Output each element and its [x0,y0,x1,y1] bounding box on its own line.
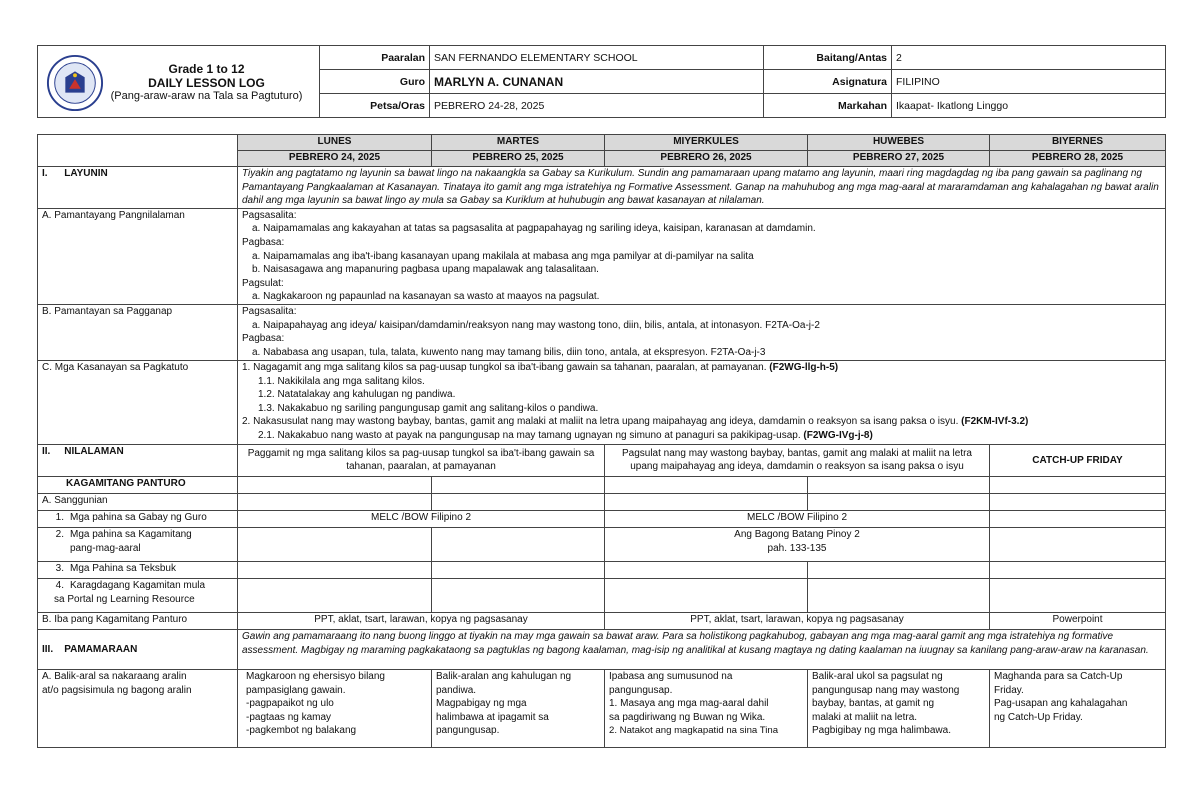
value-asignatura: FILIPINO [892,70,1166,94]
label-karagdagang-kagamitan: 4. Karagdagang Kagamitan mula sa Portal ng Learning Resource [38,578,238,612]
nilalaman-wed-thu: Pagsulat nang may wastong baybay, bantas, gamit ang malaki at maliit na letra upang maipahayag ang ideya, damdamin o reaksyon sa isang paksa o isyu [605,444,990,476]
kasanayan-content: 1. Nagagamit ang mga salitang kilos sa pag-uusap tungkol sa iba't-ibang gawain sa tahanan, paaralan, at pamayanan. (F2WG-llg-h-5) 1.1. Nakikilala ang mga salitang kilos. 1.2. Natatalakay ang kahulugan ng pandiwa. 1.3. Nakakabuo ng sariling pangungusap gamit ang salitang-kilos o pandiwa. 2. Nakasusulat nang may wastong baybay, bantas, gamit ang malaki at maliit na letra upang maipahayag ang ideya, damdamin o reaksyon sa isang paksa o isyu. (F2KM-IVf-3.2) 2.1. Nakakabuo nang wasto at payak na pangungusap na may tamang ugnayan ng simuno at panaguri sa pakikipag-usap. (F2WG-IVg-j-8) [238,360,1166,444]
balik-aral-fri: Maghanda para sa Catch-Up Friday. Pag-usapan ang kahalagahan ng Catch-Up Friday. [990,669,1166,747]
section-pamamaraan: III. PAMAMARAAN [38,629,238,669]
value-guro: MARLYN A. CUNANAN [430,70,764,94]
section-nilalaman: II. NILALAMAN [38,444,238,476]
value-baitang: 2 [892,46,1166,70]
iba-kagamitan-wed-thu: PPT, aklat, tsart, larawan, kopya ng pagsasanay [605,612,990,629]
day-header: LUNES [238,135,432,151]
pagganap-content: Pagsasalita: a. Naipapahayag ang ideya/ kaisipan/damdamin/reaksyon nang may wastong tono, diin, bilis, antala, at intonasyon. F2TA-Oa-j-2 Pagbasa: a. Nababasa ang usapan, tula, talata, kuwento nang may tamang bilis, diin tono, antala, at ekspresyon. F2TA-Oa-j-3 [238,304,1166,360]
iba-kagamitan-fri: Powerpoint [990,612,1166,629]
gabay-guro-mon-tue: MELC /BOW Filipino 2 [238,510,605,527]
day-header: HUWEBES [808,135,990,151]
title-grade: Grade 1 to 12 [168,61,245,76]
pamamaraan-text: Gawin ang pamamaraang ito nang buong linggo at tiyakin na may mga gawain sa bawat araw. Para sa holistikong pagkahubog, gabayan ang mga mag-aaral gamit ang mga istratehiya ng formative assessment. Magbigay ng maraming pagkakataong sa pagtuklas ng bagong kaalaman, mag-isip ng analitikal at kusang magtaya ng dating kaalaman na iuugnay sa kanilang pang-araw-araw na karanasan. [238,629,1166,669]
day-header: BIYERNES [990,135,1166,151]
kagamitang-mag-aaral-wed-thu: Ang Bagong Batang Pinoy 2 pah. 133-135 [605,527,990,561]
title-dll: DAILY LESSON LOG [148,75,265,90]
label-pangnilalaman: A. Pamantayang Pangnilalaman [38,208,238,304]
gabay-guro-wed-thu: MELC /BOW Filipino 2 [605,510,990,527]
label-balik-aral: A. Balik-aral sa nakaraang aralin at/o pagsisimula ng bagong aralin [38,669,238,747]
iba-kagamitan-mon-tue: PPT, aklat, tsart, larawan, kopya ng pagsasanay [238,612,605,629]
nilalaman-mon-tue: Paggamit ng mga salitang kilos sa pag-uusap tungkol sa iba't-ibang gawain sa tahanan, paaralan, at pamayanan [238,444,605,476]
layunin-text: Tiyakin ang pagtatamo ng layunin sa bawat lingo na nakaangkla sa Gabay sa Kurikulum. Sundin ang pamamaraan upang matamo ang layunin, maari ring magdagdag ng iba pang gawain sa paglinang ng Pamantayang Pangkaalaman at Kasanayan. Tinataya ito gamit ang mga istratehiya ng Formative Assessment. Ganap na mahuhubog ang mga mag-aaral at mararamdaman ang kahalagahan ng bawat aralin dahil ang mga layunin sa bawat lingo ay mula sa Gabay sa Kuriklum at huhubugin ang bawat kasanayan at nilalaman. [238,167,1166,209]
section-layunin: I. LAYUNIN [38,167,238,209]
label-gabay-guro: 1. Mga pahina sa Gabay ng Guro [38,510,238,527]
header-table [37,45,1166,118]
title-subtitle: (Pang-araw-araw na Tala sa Pagtuturo) [110,89,303,102]
value-paaralan: SAN FERNANDO ELEMENTARY SCHOOL [430,46,764,70]
section-kagamitan: KAGAMITANG PANTURO [38,476,238,493]
label-iba-pang-kagamitan: B. Iba pang Kagamitang Panturo [38,612,238,629]
pangnilalaman-content: Pagsasalita: a. Naipamamalas ang kakayahan at tatas sa pagsasalita at pagpapahayag ng sariling ideya, kaisipan, karanasan at damdamin. Pagbasa: a. Naipamamalas ang iba't-ibang kasanayan upang makilala at mabasa ang mga pamilyar at di-pamilyar na salita b. Naisasagawa ang mapanuring pagbasa upang mapalawak ang talasalitaan. Pagsulat: a. Nagkakaroon ng papaunlad na kasanayan sa wasto at maayos na pagsulat. [238,208,1166,304]
label-teksbuk: 3. Mga Pahina sa Teksbuk [38,561,238,578]
label-guro: Guro [320,70,430,94]
label-paaralan: Paaralan [320,46,430,70]
nilalaman-fri: CATCH-UP FRIDAY [990,444,1166,476]
date-header: PEBRERO 28, 2025 [990,151,1166,167]
label-kasanayan: C. Mga Kasanayan sa Pagkatuto [38,360,238,444]
balik-aral-tue: Balik-aralan ang kahulugan ng pandiwa. Magpabigay ng mga halimbawa at ipagamit sa pangungusap. [432,669,605,747]
label-sanggunian: A. Sanggunian [38,493,238,510]
deped-seal-icon [46,54,104,112]
balik-aral-wed: Ipabasa ang sumusunod na pangungusap. 1. Masaya ang mga mag-aaral dahil sa pagdiriwang ng Buwan ng Wika. 2. Natakot ang magkapatid na sina Tina [605,669,808,747]
date-header: PEBRERO 25, 2025 [432,151,605,167]
label-petsa: Petsa/Oras [320,94,430,118]
balik-aral-thu: Balik-aral ukol sa pagsulat ng pangungusap nang may wastong baybay, bantas, at gamit ng malaki at maliit na letra. Pagbigibay ng mga halimbawa. [808,669,990,747]
label-pagganap: B. Pamantayan sa Pagganap [38,304,238,360]
lesson-table [37,134,1166,748]
date-header: PEBRERO 24, 2025 [238,151,432,167]
label-asignatura: Asignatura [764,70,892,94]
label-baitang: Baitang/Antas [764,46,892,70]
date-header: PEBRERO 26, 2025 [605,151,808,167]
day-header: MARTES [432,135,605,151]
value-markahan: Ikaapat- Ikatlong Linggo [892,94,1166,118]
date-header: PEBRERO 27, 2025 [808,151,990,167]
balik-aral-mon: Magkaroon ng ehersisyo bilang pampasiglang gawain. -pagpapaikot ng ulo -pagtaas ng kamay -pagkembot ng balakang [238,669,432,747]
value-petsa: PEBRERO 24-28, 2025 [430,94,764,118]
daily-lesson-log [37,45,1165,748]
title-block [38,46,320,118]
label-kagamitang-mag-aaral: 2. Mga pahina sa Kagamitang pang-mag-aaral [38,527,238,561]
label-markahan: Markahan [764,94,892,118]
day-header: MIYERKULES [605,135,808,151]
